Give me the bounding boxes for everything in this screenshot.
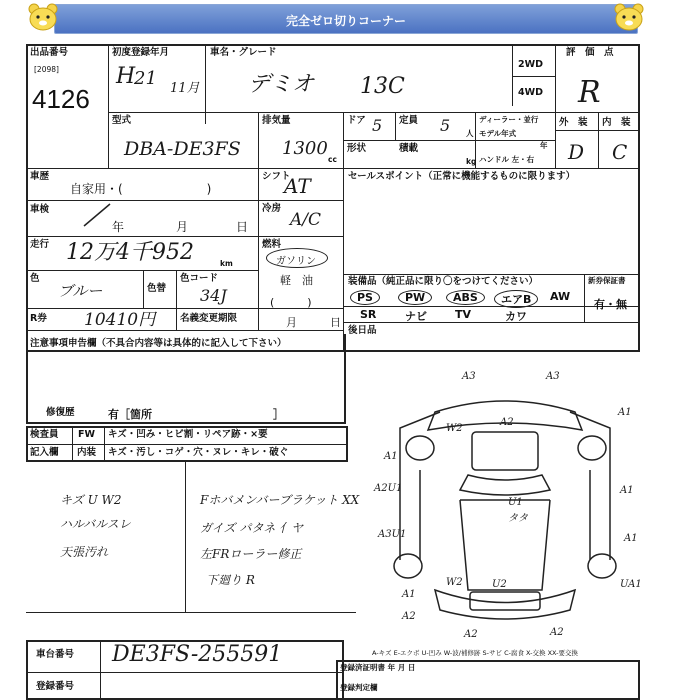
ext-label: 外 装 — [559, 117, 588, 128]
diagram-mark: A3 — [462, 371, 476, 382]
ac-value: A/C — [290, 210, 322, 230]
model-year-label: モデル年式 — [479, 129, 517, 138]
handwritten-note: 左FRローラー修正 — [200, 547, 302, 561]
fuel-diesel: 軽 油 — [280, 274, 313, 287]
handwritten-note: Fホバメンバーブラケット XX — [200, 493, 360, 507]
usage-label: 車歴 — [30, 171, 50, 182]
ext-value: D — [568, 140, 585, 164]
tax-day: 日 — [330, 316, 341, 329]
color-code-value: 34J — [200, 286, 227, 305]
handwritten-note: キズ U W2 — [60, 493, 122, 507]
diagram-mark: A3 — [546, 371, 560, 382]
sales-point-label: セールスポイント（正常に機能するものに限ります） — [348, 171, 576, 182]
equipment-item: ABS — [446, 290, 485, 305]
mileage-unit: km — [220, 259, 233, 268]
score-label: 評 価 点 — [566, 47, 614, 58]
lot-number: 4126 — [32, 84, 90, 114]
first-reg-era: H — [116, 64, 136, 89]
inspection-month: 月 — [176, 220, 189, 234]
capacity-label: 定員 — [399, 115, 419, 126]
color-label: 色 — [30, 273, 40, 284]
capacity-unit: 人 — [466, 129, 474, 138]
year-unit: 年 — [540, 141, 548, 150]
name-label: 車名・グレード — [210, 47, 277, 58]
equipment-label: 装備品（純正品に限り〇をつけてください） — [348, 276, 539, 287]
record-label: 記入欄 — [30, 447, 59, 458]
inspection-year: 年 — [112, 220, 125, 234]
fw-label: FW — [78, 429, 95, 440]
fw-items: キズ・凹み・ヒビ割・リペア跡・×要 — [108, 429, 268, 440]
dealer-label: ディーラー・並行 — [479, 115, 539, 124]
shift-value: AT — [284, 174, 311, 198]
usage-value: 自家用・( ) — [70, 182, 212, 196]
bill-label: 新券保証書 — [588, 276, 626, 285]
misc-label: 後日品 — [348, 325, 377, 336]
grade: 13C — [360, 74, 405, 99]
diagram-mark: A2 — [464, 629, 478, 640]
mileage-value: 12万4千952 — [66, 240, 194, 265]
diagram-mark: タタ — [508, 513, 528, 524]
shift-label: シフト — [262, 171, 291, 182]
equipment-item: PW — [398, 290, 432, 305]
color-value: ブルー — [58, 282, 103, 300]
car-name: デミオ — [248, 72, 315, 97]
model-value: DBA-DE3FS — [124, 138, 241, 160]
model-label: 型式 — [112, 115, 132, 126]
reg-sub2: 登録判定欄 — [340, 683, 378, 692]
displacement-value: 1300 — [282, 138, 328, 159]
drive-4wd: 4WD — [518, 87, 543, 98]
equipment-item: ナビ — [405, 310, 427, 323]
color-code-label: 色コード — [180, 273, 219, 284]
header-bar — [54, 4, 638, 34]
mileage-label: 走行 — [30, 239, 50, 250]
diagram-mark: A1 — [624, 533, 638, 544]
first-reg-month: 11月 — [170, 81, 200, 96]
displacement-label: 排気量 — [262, 115, 291, 126]
diagram-mark: U2 — [492, 579, 507, 590]
fuel-gas: ガソリン — [276, 256, 316, 267]
recycle-value: 10410円 — [84, 310, 156, 330]
displacement-unit: cc — [328, 155, 337, 164]
reg-label: 登録番号 — [36, 681, 75, 692]
diagram-mark: U1 — [508, 497, 523, 508]
diagram-mark: A2U1 — [374, 483, 403, 494]
handle-label: ハンドル 左・右 — [479, 155, 535, 164]
diagram-legend: A-キズ E-エクボ U-凹み W-波/補修跡 S-サビ C-腐食 X-交換 XX-要交換 — [372, 649, 578, 657]
handwritten-note: 下廻り R — [206, 573, 255, 587]
equipment-item: PS — [350, 290, 380, 305]
diagram-mark: A1 — [620, 485, 634, 496]
load-unit: kg — [466, 157, 477, 166]
lot-label: 出品番号 — [30, 47, 69, 58]
shape-label: 形状 — [347, 143, 367, 154]
chassis-value: DE3FS-255591 — [112, 642, 283, 667]
load-label: 積載 — [399, 143, 419, 154]
int-items: キズ・汚し・コゲ・穴・ヌレ・キレ・破ぐ — [108, 447, 289, 458]
notes-label: 注意事項申告欄（不具合内容等は具体的に記入して下さい） — [30, 338, 287, 349]
handwritten-note: ガイズ パタネ 亻ヤ — [200, 521, 304, 535]
ac-label: 冷房 — [262, 203, 282, 214]
handwritten-note: 天張汚れ — [60, 545, 109, 559]
mascot-bear-icon-right — [612, 2, 646, 32]
int-value: C — [612, 140, 628, 164]
chassis-label: 車台番号 — [36, 649, 75, 660]
int-label: 内 装 — [602, 117, 631, 128]
diagram-mark: A2 — [550, 627, 564, 638]
doors-value: 5 — [372, 116, 383, 135]
drive-2wd: 2WD — [518, 59, 543, 70]
equipment-item: TV — [455, 308, 472, 321]
capacity-value: 5 — [440, 116, 451, 135]
inspection-strike — [80, 200, 120, 230]
equipment-item: SR — [360, 308, 377, 321]
equipment-item: エアB — [494, 290, 538, 308]
inspection-label: 車検 — [30, 204, 50, 215]
diagram-mark: W2 — [446, 577, 463, 588]
tax-month: 月 — [286, 316, 297, 329]
diagram-mark: A1 — [618, 407, 632, 418]
int-row-label: 内装 — [77, 447, 97, 458]
lot-sub: [2098] — [34, 65, 59, 74]
first-reg-label: 初度登録年月 — [112, 47, 170, 58]
fuel-label: 燃料 — [262, 239, 282, 250]
equipment-item: AW — [550, 290, 571, 303]
tax-label: 名義変更期限 — [180, 313, 238, 324]
diagram-mark: A1 — [402, 589, 416, 600]
diagram-mark: W2 — [446, 423, 463, 434]
bill-value: 有・無 — [594, 298, 627, 311]
diagram-mark: A2 — [402, 611, 416, 622]
recycle-label: R券 — [30, 313, 47, 324]
header-title: 完全ゼロ切りコーナー — [285, 14, 406, 28]
diagram-mark: UA1 — [620, 579, 642, 590]
diagram-mark: A3U1 — [378, 529, 407, 540]
equipment-item: カワ — [505, 310, 527, 323]
diagram-mark: A1 — [384, 451, 398, 462]
repair-value: 有［箇所 ］ — [108, 408, 284, 421]
doors-label: ドア — [347, 115, 366, 126]
reg-sub1: 登録済証明書 年 月 日 — [340, 663, 416, 672]
mascot-bear-icon-left — [26, 2, 60, 32]
diagram-mark: A2 — [500, 417, 514, 428]
score-value: R — [578, 75, 601, 110]
inspection-day: 日 — [236, 220, 249, 234]
inspector-label: 検査員 — [30, 429, 59, 440]
first-reg-year: 21 — [134, 68, 157, 89]
repair-label: 修復歴 — [46, 407, 75, 418]
handwritten-note: ハルバルスレ — [60, 517, 131, 531]
color-change-label: 色替 — [147, 283, 167, 294]
fuel-bracket: ( ) — [270, 296, 312, 309]
